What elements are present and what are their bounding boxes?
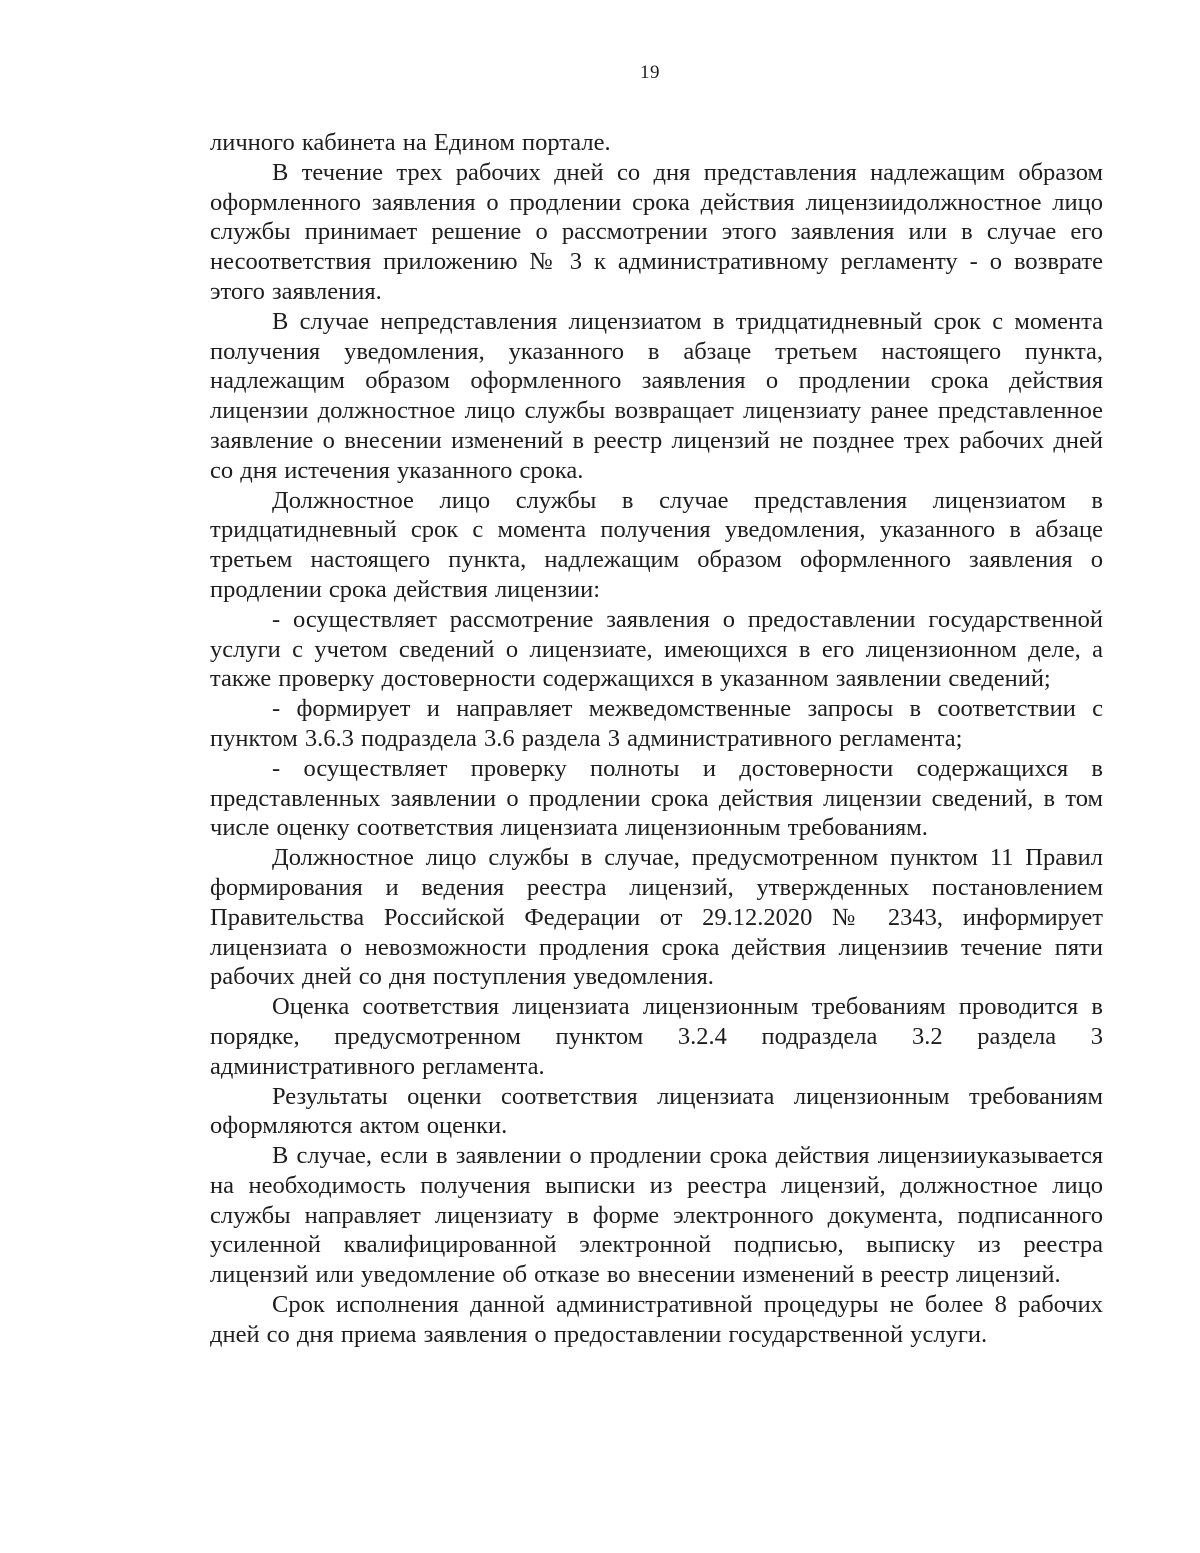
page-number: 19 bbox=[640, 62, 660, 83]
list-item-requests: - формирует и направляет межведомственные запросы в соответствии с пунктом 3.6.3 подраздела 3.6 раздела 3 административного регламента; bbox=[210, 695, 1103, 752]
list-item-review: - осуществляет рассмотрение заявления о предоставлении государственной услуги с учетом сведений о лицензиате, имеющихся в его лицензионном деле, а также проверку достоверности содержащихся в указанном заявлении сведений; bbox=[210, 605, 1103, 693]
paragraph-official-actions: Должностное лицо службы в случае представления лицензиатом в тридцатидневный срок с момента получения уведомления, указанного в абзаце третьем настоящего пункта, надлежащим образом оформленного заявления о продлении срока действия лицензии: bbox=[210, 486, 1103, 603]
list-item-verification: - осуществляет проверку полноты и достоверности содержащихся в представленных заявлении о продлении срока действия лицензии сведений, в том числе оценку соответствия лицензиата лицензионным требованиям. bbox=[210, 754, 1103, 842]
paragraph-non-submission: В случае непредставления лицензиатом в тридцатидневный срок с момента получения уведомления, указанного в абзаце третьем настоящего пункта, надлежащим образом оформленного заявления о продлении срока действия лицензии должностное лицо службы возвращает лицензиату ранее представленное заявление о внесении изменений в реестр лицензий не позднее трех рабочих дней со дня истечения указанного срока. bbox=[210, 307, 1103, 484]
paragraph-continuation: личного кабинета на Едином портале. bbox=[210, 129, 611, 156]
paragraph-deadline: Срок исполнения данной административной процедуры не более 8 рабочих дней со дня приема заявления о предоставлении государственной услуги. bbox=[210, 1291, 1103, 1348]
paragraph-decision-three-days: В течение трех рабочих дней со дня представления надлежащим образом оформленного заявления о продлении срока действия лицензиидолжностное лицо службы принимает решение о рассмотрении этого заявления или в случае его несоответствия приложению № 3 к административному регламенту - о возврате этого заявления. bbox=[210, 158, 1103, 305]
paragraph-assessment-order: Оценка соответствия лицензиата лицензионным требованиям проводится в порядке, предусмотренном пунктом 3.2.4 подраздела 3.2 раздела 3 административного регламента. bbox=[210, 993, 1103, 1080]
paragraph-registry-extract: В случае, если в заявлении о продлении срока действия лицензииуказывается на необходимость получения выписки из реестра лицензий, должностное лицо службы направляет лицензиату в форме электронного документа, подписанного усиленной квалифицированной электронной подписью, выписку из реестра лицензий или уведомление об отказе во внесении изменений в реестр лицензий. bbox=[210, 1142, 1103, 1289]
paragraph-impossibility-notice: Должностное лицо службы в случае, предусмотренном пунктом 11 Правил формирования и ведения реестра лицензий, утвержденных постановлением Правительства Российской Федерации от 29.12.2020 № 2343, информирует лицензиата о невозможности продления срока действия лицензиив течение пяти рабочих дней со дня поступления уведомления. bbox=[210, 844, 1103, 991]
document-body bbox=[210, 128, 1103, 1350]
paragraph-assessment-results: Результаты оценки соответствия лицензиата лицензионным требованиям оформляются актом оценки. bbox=[210, 1082, 1103, 1140]
